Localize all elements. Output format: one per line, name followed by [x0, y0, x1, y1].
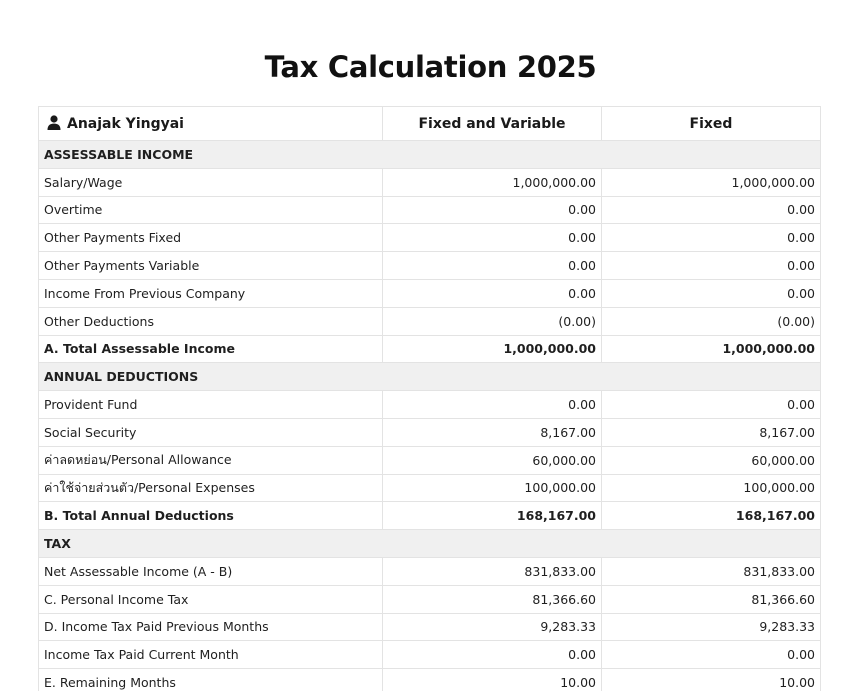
- fixed-and-variable-value: 0.00: [383, 252, 602, 280]
- fixed-and-variable-value: 9,283.33: [383, 613, 602, 641]
- page-title: Tax Calculation 2025: [264, 50, 597, 84]
- row-label: Salary/Wage: [39, 168, 383, 196]
- tax-table: [38, 106, 821, 691]
- table-row: [39, 252, 821, 280]
- fixed-and-variable-value: 0.00: [383, 391, 602, 419]
- fixed-value: 10.00: [602, 669, 821, 691]
- table-row: [39, 307, 821, 335]
- fixed-value: (0.00): [602, 307, 821, 335]
- fixed-and-variable-value: 1,000,000.00: [383, 168, 602, 196]
- table-row: [39, 641, 821, 669]
- fixed-and-variable-value: 0.00: [383, 196, 602, 224]
- fixed-and-variable-value: (0.00): [383, 307, 602, 335]
- employee-name-cell: [39, 107, 383, 141]
- row-label: ค่าลดหย่อน/Personal Allowance: [39, 446, 383, 474]
- total-row: [39, 502, 821, 530]
- table-row: [39, 613, 821, 641]
- row-label: Income Tax Paid Current Month: [39, 641, 383, 669]
- fixed-value: 100,000.00: [602, 474, 821, 502]
- fixed-value: 0.00: [602, 252, 821, 280]
- section-heading-row: [39, 141, 821, 169]
- fixed-and-variable-value: 1,000,000.00: [383, 335, 602, 363]
- total-row: [39, 335, 821, 363]
- fixed-value: 8,167.00: [602, 418, 821, 446]
- fixed-value: 0.00: [602, 196, 821, 224]
- fixed-value: 0.00: [602, 391, 821, 419]
- table-row: [39, 168, 821, 196]
- row-label: B. Total Annual Deductions: [39, 502, 383, 530]
- row-label: E. Remaining Months: [39, 669, 383, 691]
- fixed-value: 831,833.00: [602, 557, 821, 585]
- row-label: A. Total Assessable Income: [39, 335, 383, 363]
- column-header-fixed-and-variable: Fixed and Variable: [383, 107, 602, 141]
- section-heading: TAX: [39, 530, 821, 558]
- table-row: [39, 279, 821, 307]
- section-heading: ANNUAL DEDUCTIONS: [39, 363, 821, 391]
- section-heading-row: [39, 363, 821, 391]
- column-header-fixed: Fixed: [602, 107, 821, 141]
- table-row: [39, 391, 821, 419]
- row-label: C. Personal Income Tax: [39, 585, 383, 613]
- fixed-and-variable-value: 168,167.00: [383, 502, 602, 530]
- fixed-value: 0.00: [602, 279, 821, 307]
- user-icon: [47, 115, 61, 130]
- table-row: [39, 557, 821, 585]
- row-label: Overtime: [39, 196, 383, 224]
- fixed-value: 9,283.33: [602, 613, 821, 641]
- fixed-and-variable-value: 81,366.60: [383, 585, 602, 613]
- row-label: Other Payments Variable: [39, 252, 383, 280]
- section-heading-row: [39, 530, 821, 558]
- fixed-and-variable-value: 100,000.00: [383, 474, 602, 502]
- row-label: Social Security: [39, 418, 383, 446]
- section-heading: ASSESSABLE INCOME: [39, 141, 821, 169]
- fixed-value: 60,000.00: [602, 446, 821, 474]
- fixed-and-variable-value: 0.00: [383, 224, 602, 252]
- table-row: [39, 446, 821, 474]
- fixed-value: 0.00: [602, 641, 821, 669]
- row-label: Income From Previous Company: [39, 279, 383, 307]
- fixed-value: 1,000,000.00: [602, 168, 821, 196]
- fixed-value: 0.00: [602, 224, 821, 252]
- row-label: Provident Fund: [39, 391, 383, 419]
- fixed-and-variable-value: 10.00: [383, 669, 602, 691]
- row-label: Other Payments Fixed: [39, 224, 383, 252]
- row-label: Other Deductions: [39, 307, 383, 335]
- fixed-value: 1,000,000.00: [602, 335, 821, 363]
- fixed-and-variable-value: 8,167.00: [383, 418, 602, 446]
- table-row: [39, 224, 821, 252]
- table-body: [39, 141, 821, 691]
- row-label: D. Income Tax Paid Previous Months: [39, 613, 383, 641]
- table-row: [39, 669, 821, 691]
- fixed-and-variable-value: 60,000.00: [383, 446, 602, 474]
- row-label: ค่าใช้จ่ายส่วนตัว/Personal Expenses: [39, 474, 383, 502]
- fixed-value: 168,167.00: [602, 502, 821, 530]
- row-label: Net Assessable Income (A - B): [39, 557, 383, 585]
- fixed-and-variable-value: 0.00: [383, 641, 602, 669]
- table-row: [39, 585, 821, 613]
- table-row: [39, 418, 821, 446]
- table-row: [39, 474, 821, 502]
- table-header-row: [39, 107, 821, 141]
- fixed-value: 81,366.60: [602, 585, 821, 613]
- fixed-and-variable-value: 0.00: [383, 279, 602, 307]
- fixed-and-variable-value: 831,833.00: [383, 557, 602, 585]
- table-row: [39, 196, 821, 224]
- employee-name: Anajak Yingyai: [67, 116, 184, 132]
